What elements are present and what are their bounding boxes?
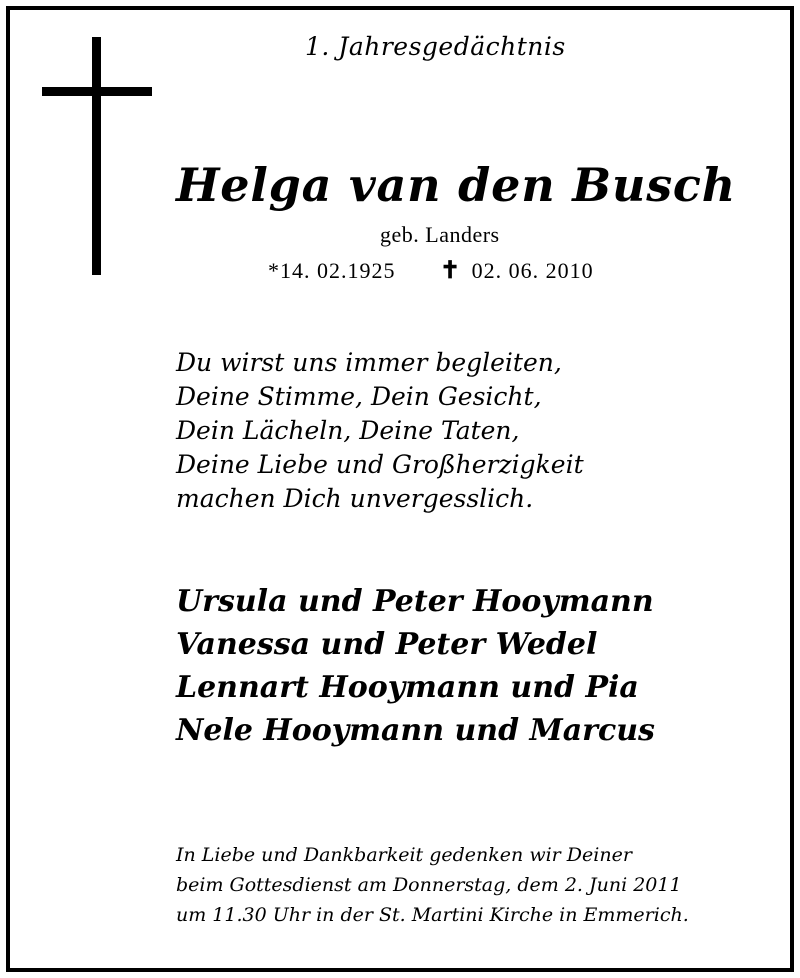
mourner-line: Nele Hooymann und Marcus [176,713,655,748]
dagger-icon: ✝ [440,258,462,284]
poem-line: machen Dich unvergesslich. [176,484,534,513]
cross-vertical-bar [92,37,101,275]
poem-line: Du wirst uns immer begleiten, [176,348,562,377]
mourner-line: Ursula und Peter Hooymann [176,584,654,619]
poem [176,346,736,516]
death-date-group [440,256,594,285]
poem-line: Deine Liebe und Großherzigkeit [176,450,584,479]
mourner-line: Lennart Hooymann und Pia [176,670,639,705]
life-dates [268,256,728,285]
mourner-line: Vanessa und Peter Wedel [176,627,598,662]
birth-name: geb. Landers [380,222,500,247]
anniversary-heading: 1. Jahresgedächtnis [305,32,566,61]
deceased-name: Helga van den Busch [176,158,736,212]
announcement-line: In Liebe und Dankbarkeit gedenken wir Deiner [176,844,632,866]
death-date: 02. 06. 2010 [471,258,594,283]
birth-date: *14. 02.1925 [268,258,396,283]
service-announcement [176,840,776,930]
announcement-line: um 11.30 Uhr in der St. Martini Kirche in Emmerich. [176,904,689,926]
cross-horizontal-bar [42,87,152,96]
poem-line: Deine Stimme, Dein Gesicht, [176,382,542,411]
announcement-line: beim Gottesdienst am Donnerstag, dem 2. Juni 2011 [176,874,682,896]
poem-line: Dein Lächeln, Deine Taten, [176,416,520,445]
mourners-list [176,580,776,752]
